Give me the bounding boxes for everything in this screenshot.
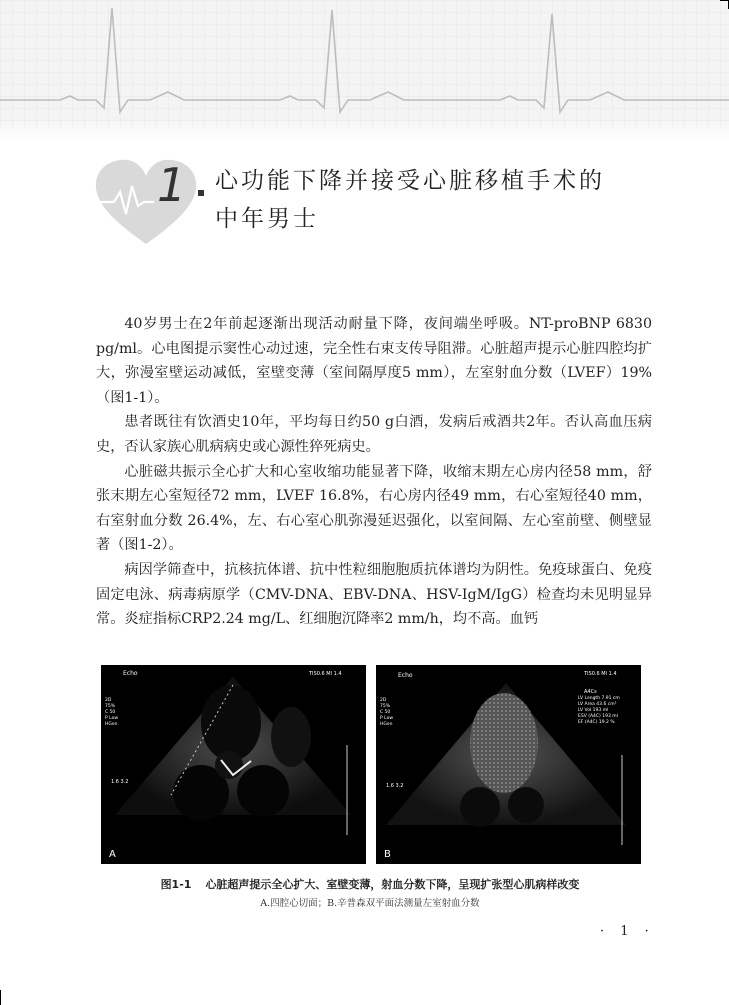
setting-b: C 50 xyxy=(380,710,391,715)
chapter-number: 1 xyxy=(157,158,187,212)
panel-letter-a: A xyxy=(109,849,116,860)
measurement: EF (A4C) 19.2 % xyxy=(578,720,615,725)
ecg-header-banner xyxy=(0,0,729,140)
echo-label-a: Echo xyxy=(123,670,138,677)
panel-letter-b: B xyxy=(384,849,391,860)
chapter-title xyxy=(215,162,655,238)
setting-b: 75% xyxy=(380,704,391,709)
body-text xyxy=(96,312,652,632)
index-label-b: TIS0.6 MI 1.4 xyxy=(584,671,617,677)
setting-a: P Low xyxy=(105,716,119,721)
measurement: A4Cs xyxy=(584,689,597,695)
measurement: LV Length 7.91 cm xyxy=(578,696,620,701)
chapter-dot xyxy=(198,190,204,196)
scale-a: 1.6 3.2 xyxy=(111,779,129,785)
setting-b: P Low xyxy=(380,716,394,721)
caption-text: 心脏超声提示全心扩大、室壁变薄，射血分数下降，呈现扩张型心肌病样改变 xyxy=(205,878,580,891)
setting-a: 75% xyxy=(105,704,116,709)
measurement: LV Area 43.6 cm² xyxy=(578,702,617,707)
setting-b: HGen xyxy=(380,722,393,727)
figure-1-1 xyxy=(101,665,641,864)
corner-mark xyxy=(720,0,729,9)
ecg-grid-graphic xyxy=(0,0,729,140)
setting-b: 2D xyxy=(380,698,387,703)
chapter-title-line1: 心功能下降并接受心脏移植手术的 xyxy=(215,168,605,194)
chapter-title-line2: 中年男士 xyxy=(215,206,319,232)
echo-panel-b xyxy=(376,665,641,864)
echo-panel-a xyxy=(101,665,366,864)
setting-a: 2D xyxy=(105,698,112,703)
figure-caption xyxy=(60,876,680,892)
index-label-a: TIS0.6 MI 1.4 xyxy=(309,671,342,677)
setting-a: C 50 xyxy=(105,710,116,715)
paragraph: 40岁男士在2年前起逐渐出现活动耐量下降，夜间端坐呼吸。NT-proBNP 6830 pg/ml。心电图提示窦性心动过速，完全性右束支传导阻滞。心脏超声提示心脏四腔均扩大，弥漫室壁运动减低，室壁变薄（室间隔厚度5 mm），左室射血分数（LVEF）19%（图1-1）。 xyxy=(96,316,652,406)
figure-subcaption: A.四腔心切面；B.辛普森双平面法测量左室射血分数 xyxy=(260,898,480,909)
echo-label-b: Echo xyxy=(398,672,413,679)
scale-b: 1.6 3.2 xyxy=(386,783,404,789)
measurement: ESV (A4C) 193 ml xyxy=(578,714,618,719)
setting-a: HGen xyxy=(105,722,118,727)
paragraph: 患者既往有饮酒史10年，平均每日约50 g白酒，发病后戒酒共2年。否认高血压病史，否认家族心肌病病史或心源性猝死病史。 xyxy=(96,414,652,455)
page-number: · 1 · xyxy=(600,924,655,939)
caption-label: 图1-1 xyxy=(160,878,192,891)
paragraph: 病因学筛查中，抗核抗体谱、抗中性粒细胞胞质抗体谱均为阴性。免疫球蛋白、免疫固定电泳、病毒病原学（CMV-DNA、EBV-DNA、HSV-IgM/IgG）检查均未见明显异常。炎症指标CRP2.24 mg/L、红细胞沉降率2 mm/h，均不高。血钙 xyxy=(96,561,652,628)
measurement: LV Vol 193 ml xyxy=(578,708,609,713)
paragraph: 心脏磁共振示全心扩大和心室收缩功能显著下降，收缩末期左心房内径58 mm，舒张末期左心室短径72 mm，LVEF 16.8%，右心房内径49 mm，右心室短径40 mm，右室射血分数 26.4%，左、右心室心肌弥漫延迟强化，以室间隔、左心室前壁、侧壁显著（图1-2）。 xyxy=(96,463,652,554)
crop-mark xyxy=(0,990,7,1005)
